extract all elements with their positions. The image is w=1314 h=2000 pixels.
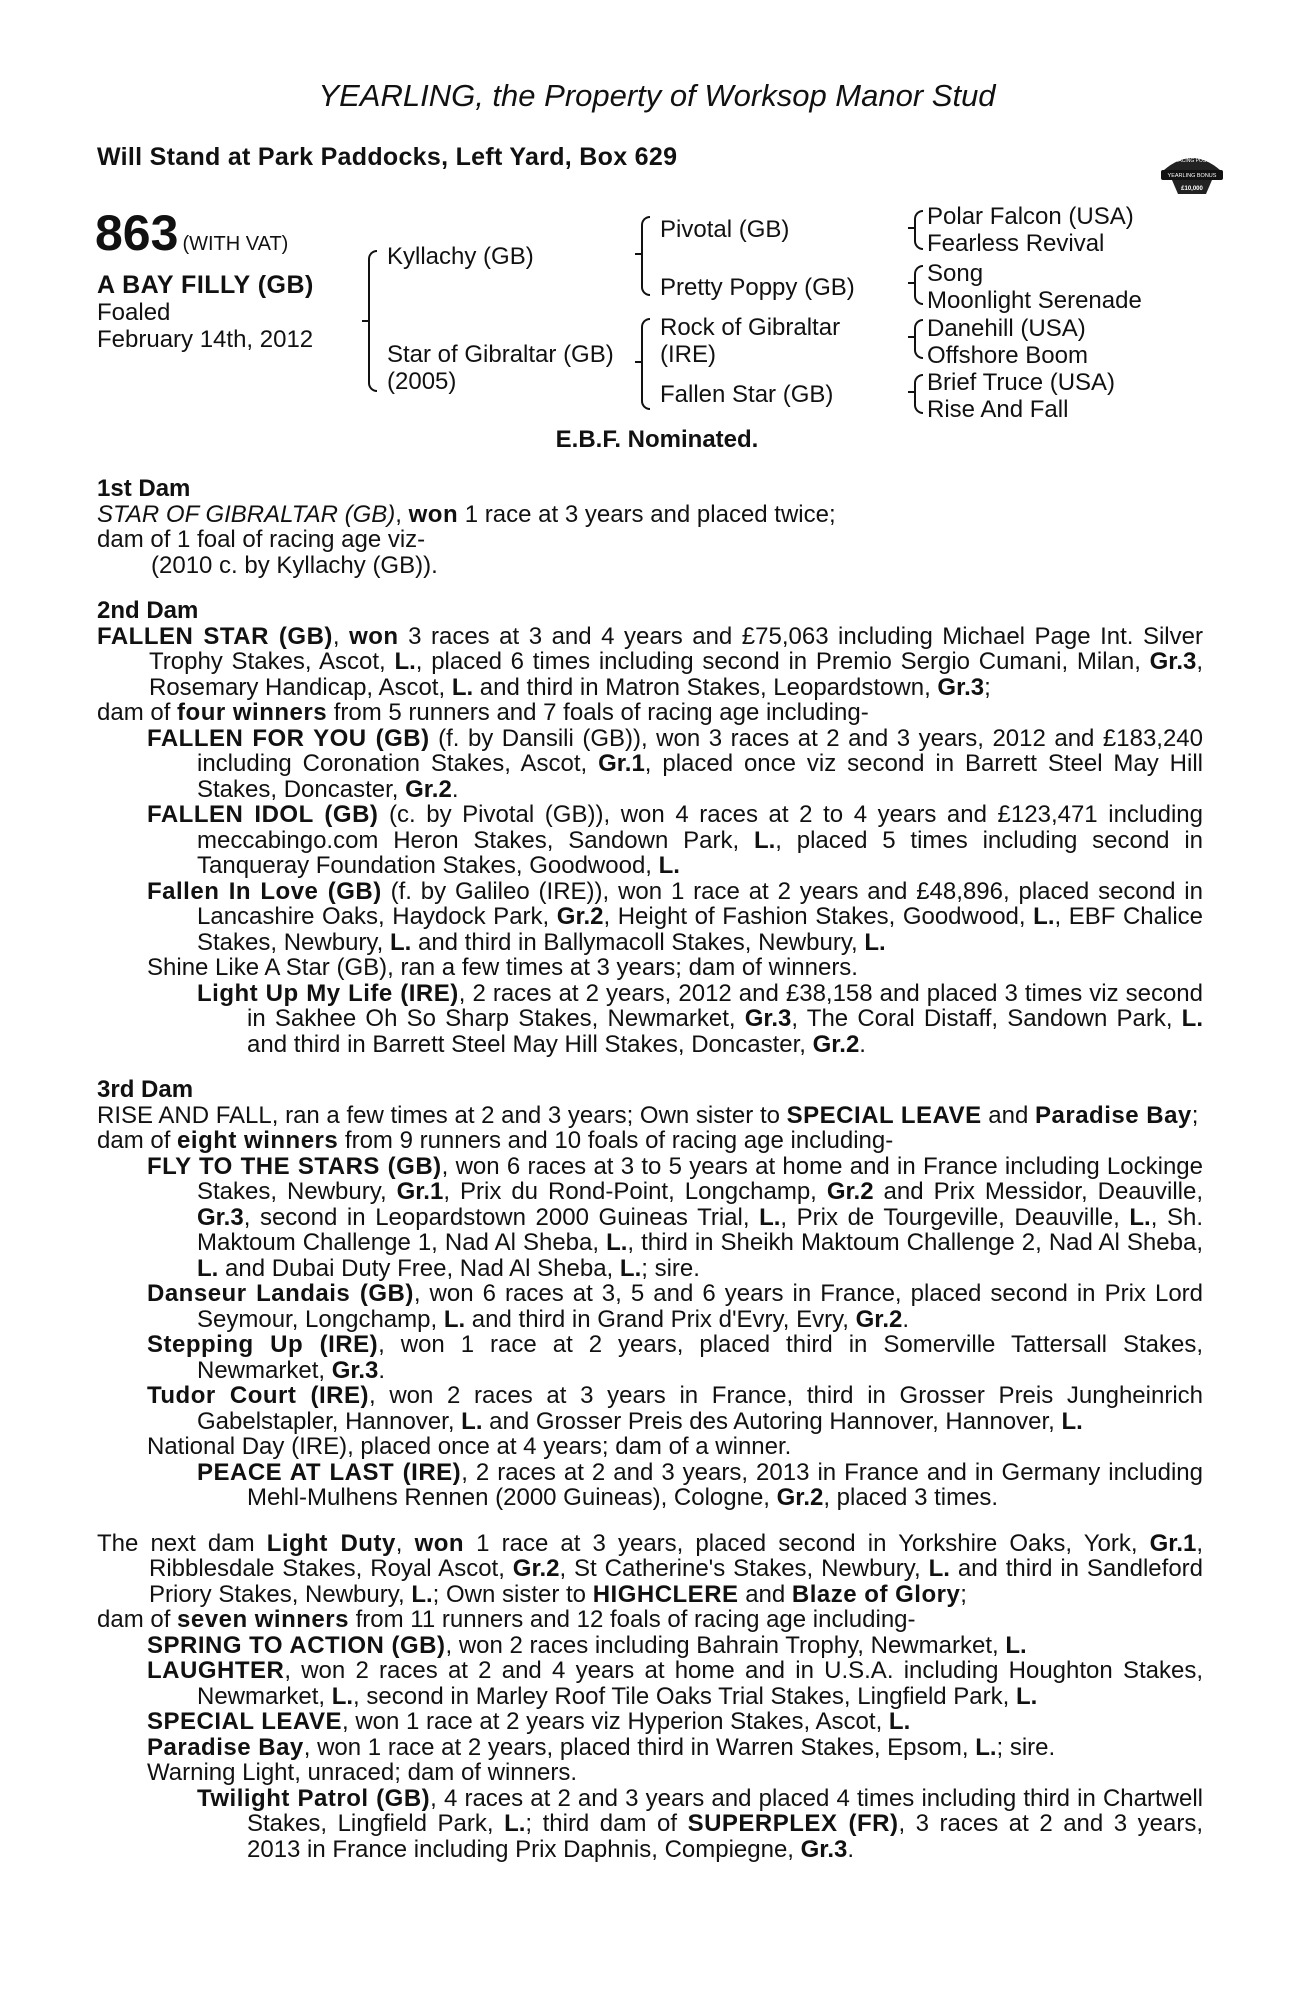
text-run: , third in Sheikh Maktoum Challenge 2, Nad Al Sheba, [627,1229,1203,1256]
text-run: , placed once viz second in Barrett Steel May Hill Stakes, Doncaster, [197,750,1203,803]
third-dam-produce-2 [97,1281,1203,1332]
pedigree-sss: Polar Falcon (USA) [927,203,1134,230]
text-run: Gr.2 [512,1555,560,1582]
text-run: , 2 races at 2 and 3 years, 2013 in France and in Germany including Mehl-Mulhens Rennen (2000 Guineas), Cologne, [247,1458,1203,1511]
text-run: , placed 5 times including second in Tanqueray Foundation Stakes, Goodwood, [197,826,1203,879]
text-run: , won 6 races at 3, 5 and 6 years in France, placed second in Prix Lord Seymour, Longchamp, [197,1280,1204,1333]
text-run: and [981,1101,1035,1129]
text-run: , won 1 race at 2 years viz Hyperion Stakes, Ascot, [341,1708,889,1735]
text-run: . [378,1356,386,1384]
text-run: , [395,500,409,528]
catalogue-body [97,476,1203,1862]
next-dam-produce-5: Warning Light, unraced; dam of winners. [147,1759,577,1786]
text-run: Paradise Bay [1035,1101,1192,1129]
pedigree-ssd: Fearless Revival [927,230,1105,257]
foaled-date: February 14th, 2012 [97,326,314,353]
pedigree-brace-sire [641,216,650,296]
pedigree-brace-main [368,250,377,392]
text-run: (c. by Pivotal (GB)), won 4 races at 2 to 4 years and £123,471 including meccabingo.com Heron Stakes, Sandown Park, [197,801,1203,854]
second-dam-produce-1 [97,726,1203,803]
text-run: ; Own sister to [432,1580,593,1608]
text-run: Gr.3 [197,1203,244,1231]
second-dam-grandproduce-1 [97,981,1203,1058]
text-run: , won 2 races at 2 and 4 years at home and in U.S.A. including Houghton Stakes, Newmarket, [197,1657,1203,1710]
text-run: Gr.3 [331,1356,379,1384]
text-run: , placed 6 times including second in Premio Sergio Cumani, Milan, [415,648,1150,675]
text-run: and third in Matron Stakes, Leopardstown, [473,673,938,701]
text-run: , 3 races at 2 and 3 years, 2013 in France including Prix Daphnis, Compiegne, [247,1810,1204,1863]
text-run: , [332,622,350,650]
text-run: Danseur Landais (GB) [147,1280,414,1307]
text-run: Gr.2 [405,775,452,803]
next-dam-entry [97,1531,1203,1608]
text-run: won [349,622,399,650]
text-run: seven winners [177,1606,349,1633]
first-dam-name: STAR OF GIBRALTAR (GB) [97,500,396,528]
text-run: L. [1129,1203,1151,1231]
yearling-bonus-badge-icon [1158,148,1226,200]
pedigree-sdd: Moonlight Serenade [927,287,1142,314]
foaled-label: Foaled [97,299,171,326]
text-run: won [408,500,459,528]
first-dam-heading: 1st Dam [97,475,191,502]
text-run: Gr.3 [937,673,985,701]
text-run: L. [411,1580,433,1608]
text-run: , won 1 race at 2 years, placed third in Somerville Tattersall Stakes, Newmarket, [197,1331,1203,1384]
text-run: , second in Marley Roof Tile Oaks Trial Stakes, Lingfield Park, [353,1682,1016,1710]
lot-num: 863 [95,205,179,261]
pedigree-dam-sire-name: Rock of Gibraltar [660,314,841,341]
pedigree-brace-dam [641,318,650,410]
third-dam-grandproduce-1 [97,1460,1203,1511]
text-run: Gr.1 [396,1178,444,1205]
text-run: Fallen In Love (GB) [147,877,382,905]
text-run: , St Catherine's Stakes, Newbury, [559,1555,929,1582]
text-run: , won 1 race at 2 years, placed third in Warren Stakes, Epsom, [303,1733,976,1761]
text-run: LAUGHTER [147,1657,285,1684]
text-run: Gr.2 [826,1178,874,1205]
text-run: L. [1005,1631,1027,1659]
text-run: from 11 runners and 12 foals of racing age including- [348,1606,916,1633]
text-run: L. [888,1708,911,1735]
text-run: L. [1181,1005,1203,1032]
pedigree-dsd: Offshore Boom [927,342,1088,369]
text-run: won [414,1529,465,1557]
text-run: . [902,1305,910,1333]
text-run: L. [606,1229,628,1256]
text-run: , Sh. Maktoum Challenge 1, Nad Al Sheba, [197,1203,1203,1256]
text-run: FALLEN IDOL (GB) [147,801,379,828]
pedigree-dam-year: (2005) [387,368,457,395]
text-run: FLY TO THE STARS (GB) [147,1152,442,1180]
next-dam-summary [97,1607,1203,1633]
pedigree-brace-sd [914,265,923,305]
pedigree-ddd: Rise And Fall [927,396,1069,423]
pedigree-dam-sire [660,314,840,368]
text-run: L. [1015,1682,1038,1710]
text-run: 1 race at 3 years, placed second in Yorkshire Oaks, York, [464,1529,1150,1557]
pedigree-brace-ss-tip [908,227,915,229]
text-run: , Rosemary Handicap, Ascot, [149,648,1204,701]
text-run: SUPERPLEX (FR) [687,1810,899,1837]
second-dam-produce-3 [97,879,1203,956]
pedigree-brace-sd-tip [908,282,915,284]
text-run: L. [394,648,416,675]
ebf-nominated: E.B.F. Nominated. [555,426,759,453]
text-run: SPRING TO ACTION (GB) [147,1631,446,1659]
second-dam-heading: 2nd Dam [97,597,199,624]
text-run: and third in Ballymacoll Stakes, Newbury, [411,928,865,956]
text-run: , 2 races at 2 years, 2012 and £38,158 and placed 3 times viz second in Sakhee Oh So Sharp Stakes, Newmarket, [247,979,1203,1032]
text-run: ; [960,1580,967,1608]
text-run: Stepping Up (IRE) [147,1331,379,1358]
text-run: HIGHCLERE [592,1580,739,1608]
text-run: L. [658,852,680,879]
text-run: Light Up My Life (IRE) [197,979,459,1007]
text-run: Light Duty [266,1529,396,1557]
third-dam-produce-1 [97,1154,1203,1282]
third-dam-produce-4 [97,1383,1203,1434]
text-run: L. [451,673,474,701]
next-dam-produce-1 [97,1633,1203,1659]
text-run: , won 2 races including Bahrain Trophy, Newmarket, [445,1631,1006,1659]
text-run: , placed 3 times. [823,1484,999,1511]
text-run: . [451,775,459,803]
first-dam-foals: dam of 1 foal of racing age viz- [97,526,426,553]
pedigree-brace-main-tip [362,320,369,322]
text-run: , won 6 races at 3 to 5 years at home and in France including Lockinge Stakes, Newbury, [197,1152,1203,1205]
badge-line3: £10,000 [1181,186,1203,192]
text-run: , The Coral Distaff, Sandown Park, [791,1005,1182,1032]
text-run: L. [1033,903,1055,930]
pedigree-brace-ds [914,319,923,359]
text-run: , Height of Fashion Stakes, Goodwood, [603,903,1034,930]
text-run: L. [1061,1407,1083,1435]
first-dam-entry [97,502,1203,528]
text-run: Twilight Patrol (GB) [197,1784,431,1812]
pedigree-sire: Kyllachy (GB) [387,243,534,270]
text-run: Blaze of Glory [791,1580,961,1608]
next-dam-produce-2 [97,1658,1203,1709]
text-run: Gr.3 [1149,648,1197,675]
text-run: . [847,1835,855,1863]
horse-name: A BAY FILLY (GB) [97,271,314,299]
text-run: from 5 runners and 7 foals of racing age including- [327,699,869,726]
badge-line1: RACING POST [1174,158,1210,164]
text-run: , won 2 races at 3 years in France, third in Grosser Preis Jungheinrich Gabelstapler, Hannover, [197,1382,1203,1435]
text-run: ; sire. [996,1733,1056,1761]
pedigree-dds: Brief Truce (USA) [927,369,1116,396]
pedigree-sire-dam: Pretty Poppy (GB) [660,274,855,301]
text-run: Gr.3 [800,1835,848,1863]
badge-line2: YEARLING BONUS [1167,173,1217,179]
text-run: Gr.3 [744,1005,792,1032]
third-dam-produce-3 [97,1332,1203,1383]
second-dam-produce-4: Shine Like A Star (GB), ran a few times at 3 years; dam of winners. [147,954,858,981]
first-dam-foal-1: (2010 c. by Kyllachy (GB)). [151,551,438,579]
stand-location: Will Stand at Park Paddocks, Left Yard, Box 629 [97,143,678,171]
text-run: L. [389,928,412,956]
text-run: Paradise Bay [147,1733,304,1761]
pedigree-brace-dam-tip [635,361,642,363]
text-run: L. [331,1682,354,1710]
text-run: dam of [97,1127,178,1154]
text-run: L. [461,1407,483,1435]
text-run: , EBF Chalice Stakes, Newbury, [197,903,1204,956]
text-run: L. [928,1555,950,1582]
pedigree-dam-name: Star of Gibraltar (GB) [387,341,614,368]
text-run: , Prix du Rond-Point, Longchamp, [443,1178,827,1205]
text-run: L. [619,1254,642,1282]
text-run: ; third dam of [525,1810,688,1837]
text-run: 3 races at 3 and 4 years and £75,063 including Michael Page Int. Silver Trophy Stakes, Ascot, [149,622,1203,675]
text-run: Gr.2 [855,1305,903,1333]
text-run: L. [759,1203,781,1231]
third-dam-summary [97,1128,1203,1154]
text-run: ; sire. [641,1254,700,1282]
pedigree-brace-dd-tip [908,391,915,393]
pedigree-brace-ss [914,210,923,250]
text-run: Gr.2 [556,903,604,930]
text-run: Tudor Court (IRE) [147,1382,370,1409]
pedigree-sire-sire: Pivotal (GB) [660,216,790,243]
text-run: ; [1191,1101,1199,1129]
text-run: and third in Barrett Steel May Hill Stakes, Doncaster, [247,1030,813,1058]
text-run: Gr.1 [598,750,645,777]
text-run: L. [504,1810,526,1837]
second-dam-entry [97,624,1203,701]
page-title: YEARLING, the Property of Worksop Manor Stud [318,78,996,113]
text-run: Gr.1 [1149,1529,1197,1557]
pedigree-dam-sire-country: (IRE) [660,341,716,368]
lot-number [95,204,288,262]
text-run: L. [753,826,776,854]
text-run: Gr.2 [812,1030,860,1058]
text-run: and third in Grand Prix d'Evry, Evry, [465,1305,856,1333]
next-dam-produce-3 [97,1709,1203,1735]
text-run: , 4 races at 2 and 3 years and placed 4 times including third in Chartwell Stakes, Lingfield Park, [247,1784,1204,1837]
text-run: and Prix Messidor, Deauville, [873,1178,1203,1205]
text-run: L. [197,1254,219,1282]
text-run: eight winners [177,1127,339,1154]
text-run: L. [864,928,886,956]
text-run: four winners [177,699,328,726]
text-run: Gr.2 [776,1484,824,1511]
text-run: SPECIAL LEAVE [786,1101,982,1129]
text-run: 1 race at 3 years and placed twice; [458,500,836,528]
second-dam-produce-2 [97,802,1203,879]
text-run: ; [984,673,991,701]
horse-info [97,272,314,353]
third-dam-produce-5: National Day (IRE), placed once at 4 years; dam of a winner. [147,1433,792,1460]
text-run: The next dam [97,1529,267,1557]
text-run: from 9 runners and 10 foals of racing age including- [338,1127,894,1154]
pedigree-brace-sire-tip [635,253,642,255]
third-dam-heading: 3rd Dam [97,1076,194,1103]
pedigree-dam [387,341,614,395]
next-dam-produce-4 [97,1735,1203,1761]
text-run: FALLEN STAR (GB) [97,622,333,650]
text-run: , second in Leopardstown 2000 Guineas Trial, [243,1203,760,1231]
text-run: (f. by Galileo (IRE)), won 1 race at 2 years and £48,896, placed second in Lancashire Oaks, Haydock Park, [197,877,1203,930]
text-run: . [859,1030,866,1058]
pedigree-brace-ds-tip [908,336,915,338]
text-run: and third in Sandleford Priory Stakes, Newbury, [149,1555,1204,1608]
text-run: , [395,1529,415,1557]
pedigree-brace-dd [914,374,923,414]
vat-label: (WITH VAT) [182,233,289,255]
text-run: RISE AND FALL, ran a few times at 2 and 3 years; Own sister to [97,1101,787,1129]
text-run: and Dubai Duty Free, Nad Al Sheba, [218,1254,620,1282]
text-run: L. [975,1733,997,1761]
text-run: and [738,1580,792,1608]
text-run: L. [443,1305,466,1333]
text-run: FALLEN FOR YOU (GB) [147,724,430,752]
text-run: , Ribblesdale Stakes, Royal Ascot, [149,1529,1204,1582]
text-run: , Prix de Tourgeville, Deauville, [780,1203,1130,1231]
text-run: (f. by Dansili (GB)), won 3 races at 2 and 3 years, 2012 and £183,240 including Coronation Stakes, Ascot, [197,724,1203,777]
pedigree-dss: Danehill (USA) [927,315,1086,342]
second-dam-summary [97,700,1203,726]
text-run: dam of [97,1606,178,1633]
pedigree-sds: Song [927,260,984,287]
text-run: SPECIAL LEAVE [147,1708,342,1735]
text-run: PEACE AT LAST (IRE) [197,1458,462,1486]
third-dam-entry [97,1103,1203,1129]
text-run: and Grosser Preis des Autoring Hannover, Hannover, [482,1407,1062,1435]
text-run: dam of [97,699,178,726]
next-dam-grandproduce-1 [97,1786,1203,1863]
pedigree-dam-dam: Fallen Star (GB) [660,381,834,408]
